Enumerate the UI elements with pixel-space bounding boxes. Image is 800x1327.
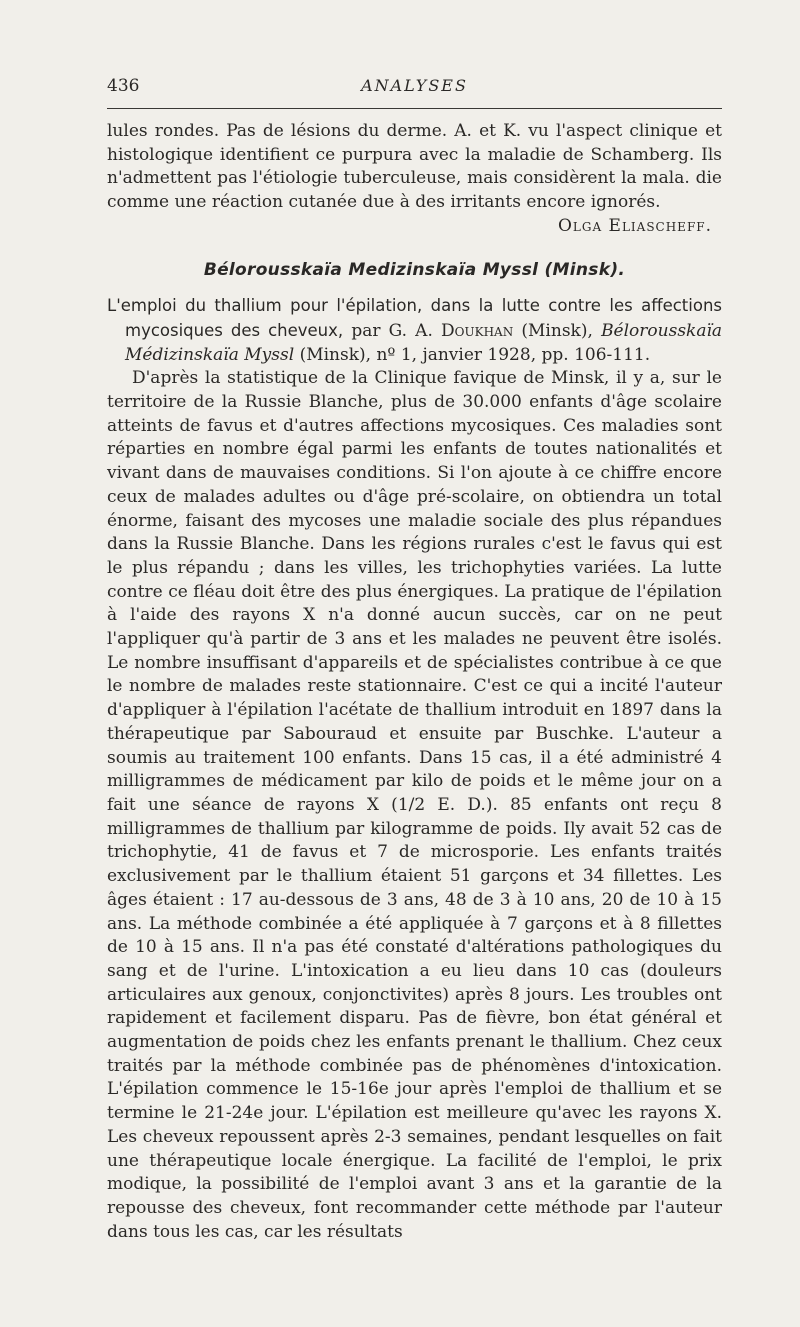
article-citation: (Minsk), nº 1, janvier 1928, pp. 106-111. (299, 344, 651, 365)
article-by: par G. A. (351, 320, 433, 341)
review-author: Olga Eliascheff. (557, 215, 712, 236)
header-rule (107, 108, 722, 109)
page-body (107, 120, 722, 1244)
running-title: ANALYSES (361, 76, 468, 95)
page-number: 436 (107, 76, 140, 96)
article-body: D'après la statistique de la Clinique favique de Minsk, il y a, sur le territoire de la Russie Blanche, plus de 30.000 enfants d'âge scolaire atteints de favus et d'autres affections mycosiques. Ces maladies sont réparties en nombre égal parmi les enfants de toutes nationalités et vivant dans de mauvaises conditions. Si l'on ajoute à ce chiffre encore ceux de malades adultes ou d'âge pré-scolaire, on obtiendra un total énorme, faisant des mycoses une maladie sociale des plus répandues dans la Russie Blanche. Dans les régions rurales c'est le favus qui est le plus répandu ; dans les villes, les trichophyties variées. La lutte contre ce fléau doit être des plus énergiques. La pratique de l'épilation à l'aide des rayons X n'a donné aucun succès, car on ne peut l'appliquer qu'à partir de 3 ans et les malades ne peuvent être isolés. Le nombre insuffisant d'appareils et de spécialistes contribue à ce que le nombre de malades reste stationnaire. C'est ce qui a incité l'auteur d'appliquer à l'épilation l'acétate de thallium introduit en 1897 dans la thérapeutique par Sabouraud et ensuite par Buschke. L'auteur a soumis au traitement 100 enfants. Dans 15 cas, il a été administré 4 milligrammes de médicament par kilo de poids et le même jour on a fait une séance de rayons X (1/2 E. D.). 85 enfants ont reçu 8 milligrammes de thallium par kilogramme de poids. Ily avait 52 cas de trichophytie, 41 de favus et 7 de microsporie. Les enfants traités exclusivement par le thallium étaient 51 garçons et 34 fillettes. Les âges étaient : 17 au-dessous de 3 ans, 48 de 3 à 10 ans, 20 de 10 à 15 ans. La méthode combinée a été appliquée à 7 garçons et à 8 fillettes de 10 à 15 ans. Il n'a pas été constaté d'altérations pathologiques du sang et de l'urine. L'intoxication a eu lieu dans 10 cas (douleurs articulaires aux genoux, conjonctivites) après 8 jours. Les troubles ont rapidement et facilement disparu. Pas de fièvre, bon état général et augmentation de poids chez les enfants prenant le thallium. Chez ceux traités par la méthode combinée pas de phénomènes d'intoxication. L'épilation commence le 15-16e jour après l'emploi de thallium et se termine le 21-24e jour. L'épilation est meilleure qu'avec les rayons X. Les cheveux repoussent après 2-3 semaines, pendant lesquelles on fait une thérapeutique locale énergique. La facilité de l'emploi, le prix modique, la possibilité de l'emploi avant 3 ans et la garantie de la repousse des cheveux, font recommander cette méthode par l'auteur dans tous les cas, car les résultats (107, 368, 722, 1242)
article-author: Doukhan (441, 320, 514, 341)
article-location: (Minsk), (521, 320, 593, 341)
article-heading (107, 294, 722, 367)
journal-section-title: Bélorousskaïa Medizinskaïa Myssl (Minsk). (203, 259, 626, 280)
article-title: L'emploi du thallium pour l'épilation, dans la lutte contre les affections mycosiques des cheveux, (107, 296, 722, 340)
article-journal: Bélorousskaïa Médizinskaïa Myssl (125, 320, 723, 365)
previous-review-text: lules rondes. Pas de lésions du derme. A. et K. vu l'aspect clinique et histologique identifient ce purpura avec la maladie de Schamberg. Ils n'admettent pas l'étiologie tuberculeuse, mais considèrent la mala. die comme une réaction cutanée due à des irritants encore ignorés. (107, 121, 722, 213)
page-header (107, 76, 722, 102)
